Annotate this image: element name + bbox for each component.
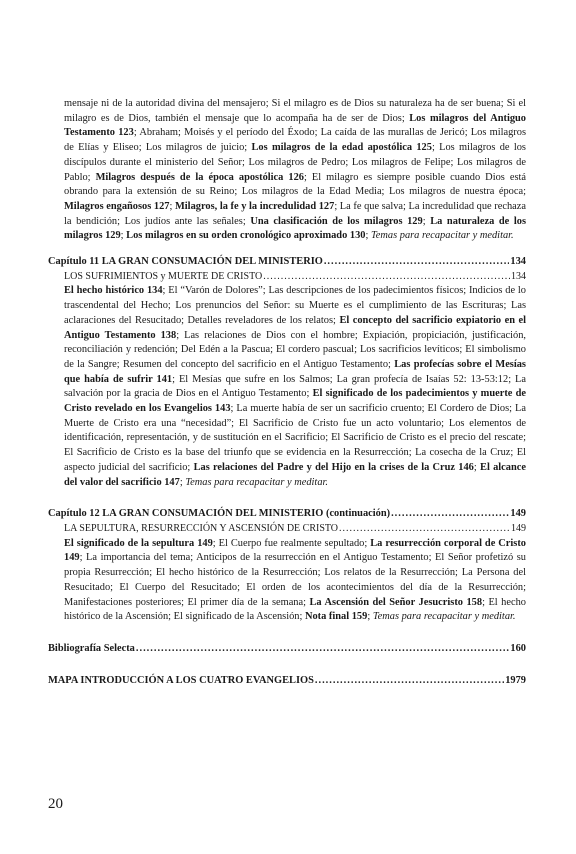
toc-entry-text: ;: [422, 215, 431, 227]
leader-dots: [315, 674, 504, 689]
chapter-11-subheading: [48, 270, 526, 285]
chapter-11-heading: [48, 255, 526, 270]
map-entry: [48, 674, 526, 689]
map-page: 1979: [505, 674, 526, 686]
toc-entry-text: ; La fe que salva; La incredulidad que rechaza la bendición; Los judíos ante las señales;: [64, 200, 526, 227]
leader-dots: [263, 270, 510, 285]
toc-entry-text: ; Las relaciones de Dios con el hombre; Expiación, propiciación, justificación, reconciliación y redención; Del Edén a la Pascua; El cordero pascual; Los sacrificios levíticos; El simbolismo de la Sangre; Resumen del concepto del sacrificio en el Antiguo Testamento;: [64, 329, 526, 370]
toc-entry-heading: Las profecías sobre el Mesías que había de sufrir 141: [64, 358, 526, 385]
toc-entry-heading: Milagros, la fe y la incredulidad 127: [174, 200, 335, 212]
toc-entry-text: ;: [179, 476, 186, 488]
toc-entry-heading: El concepto del sacrificio expiatorio en el Antiguo Testamento 138: [64, 314, 526, 341]
toc-entry-heading: Milagros después de la época apostólica 126: [95, 171, 304, 183]
toc-entry-text: ; Abraham; Moisés y el período del Éxodo; La caída de las murallas de Jericó; Los milagros de Elías y Eliseo; Los milagros de juicio;: [64, 127, 526, 154]
toc-entry-text: ;: [169, 200, 175, 212]
bibliography-title: Bibliografía Selecta: [48, 642, 135, 654]
page-number: 20: [48, 796, 63, 812]
chapter-12-page: 149: [510, 508, 526, 520]
toc-entry-heading: Milagros engañosos 127: [64, 200, 170, 212]
toc-entry-text: ; El milagro es siempre posible cuando Dios está obrando para la extensión de su Reino; Los milagros de la Edad Media; Los milagros de nuestra época;: [64, 171, 526, 198]
toc-entry-heading: El hecho histórico 134: [64, 285, 163, 297]
toc-entry-text: ; El hecho histórico de la Ascensión; El significado de la Ascensión;: [64, 596, 526, 623]
toc-closing-note: Temas para recapacitar y meditar.: [185, 476, 328, 488]
toc-entry-heading: Las relaciones del Padre y del Hijo en la crises de la Cruz 146: [193, 461, 474, 473]
toc-entry-text: ;: [365, 230, 371, 242]
miracles-section-continuation: [48, 97, 526, 244]
chapter-11-subpage: 134: [511, 270, 526, 282]
toc-closing-note: Temas para recapacitar y meditar.: [372, 611, 516, 623]
toc-entry-heading: El significado de la sepultura 149: [64, 537, 213, 549]
leader-dots: [339, 522, 510, 537]
toc-page: [48, 97, 526, 688]
toc-entry-text: ;: [473, 461, 481, 473]
toc-entry-heading: La resurrección corporal de Cristo 149: [64, 537, 526, 564]
leader-dots: [324, 255, 510, 270]
bibliography-entry: [48, 642, 526, 657]
chapter-12: [48, 507, 526, 625]
toc-entry-text: ;: [120, 230, 127, 242]
toc-closing-note: Temas para recapacitar y meditar.: [370, 230, 514, 242]
leader-dots: [136, 642, 510, 657]
toc-entry-heading: Los milagros del Antiguo Testamento 123: [64, 112, 526, 139]
toc-entry-heading: Los milagros de la edad apostólica 125: [251, 142, 432, 154]
bibliography-page: 160: [510, 642, 526, 654]
chapter-12-heading: [48, 507, 526, 522]
chapter-11: [48, 255, 526, 490]
toc-entry-heading: El significado de los padecimientos y muerte de Cristo revelado en los Evangelios 143: [64, 388, 526, 415]
leader-dots: [391, 507, 509, 522]
toc-entry-text: ;: [367, 611, 373, 623]
toc-entry-text: ; La importancia del tema; Anticipos de la resurrección en el Antiguo Testamento; El Señor profetizó su propia Resurrección; El hecho histórico de la Resurrección; Los relatos de la Resurrección; La Persona del Resucitado; El Cuerpo del Resucitado; El orden de los acontecimientos del día de la Resurrección; Manifestaciones posteriores; El primer día de la semana;: [64, 552, 526, 608]
toc-entry-text: mensaje ni de la autoridad divina del mensajero; Si el milagro es de Dios su naturaleza ha de ser buena; Si el milagro es de Dios, también el mensaje que lo acompaña ha de ser de Dios;: [64, 98, 526, 124]
toc-entry-text: ; Los milagros de los discípulos durante el ministerio del Señor; Los milagros de Pedro; Los milagros de Felipe; Los milagros de Pablo;: [64, 142, 526, 183]
chapter-12-subpage: 149: [511, 522, 526, 534]
chapter-12-subheading: [48, 522, 526, 537]
toc-entry-heading: La naturaleza de los milagros 129: [64, 215, 526, 242]
chapter-11-title: Capítulo 11 LA GRAN CONSUMACIÓN DEL MINISTERIO: [48, 256, 323, 268]
map-title: MAPA INTRODUCCIÓN A LOS CUATRO EVANGELIOS: [48, 674, 314, 686]
chapter-12-title: Capítulo 12 LA GRAN CONSUMACIÓN DEL MINISTERIO (continuación): [48, 508, 391, 520]
toc-entry-heading: Una clasificación de los milagros 129: [250, 215, 423, 227]
toc-entry-heading: Nota final 159: [304, 611, 368, 623]
chapter-12-subtitle: LA SEPULTURA, RESURRECCIÓN Y ASCENSIÓN DE CRISTO: [64, 522, 339, 534]
chapter-11-page: 134: [510, 256, 526, 268]
toc-entry-text: ; El “Varón de Dolores”; Las descripciones de los padecimientos físicos; Indicios de lo trascendental del Hecho; Los prenuncios del Señor: su Muerte es el cumplimiento de las Escrituras; Las aclaraciones del Resucitado; Detalles reveladores de los relatos;: [64, 285, 526, 326]
chapter-12-contents: [48, 537, 526, 625]
toc-entry-text: ; El Cuerpo fue realmente sepultado;: [212, 537, 371, 549]
chapter-11-contents: [48, 284, 526, 490]
toc-entry-text: ; El Mesías que sufre en los Salmos; La gran profecía de Isaías 52: 13-53:12; La salvación por la gracia de Dios en el Antiguo Testamento;: [64, 373, 527, 400]
toc-entry-heading: La Ascensión del Señor Jesucristo 158: [309, 596, 483, 608]
toc-entry-text: ; La muerte había de ser un sacrificio cruento; El Cordero de Dios; La Muerte de Cristo era una “necesidad”; El Sacrificio de Cristo fue un acto voluntario; Los elementos de identificación, representación, y de sustitución en el Sacrificio; El Sacrificio de Cristo es el precio del rescate; El Sacrificio de Cristo es la base del triunfo que se evidencia en la Resurrección; La cosecha de la Cruz; El aspecto judicial del sacrificio;: [64, 403, 526, 473]
chapter-11-subtitle: LOS SUFRIMIENTOS y MUERTE DE CRISTO: [64, 270, 263, 282]
toc-entry-heading: Los milagros en su orden cronológico aproximado 130: [126, 230, 366, 242]
toc-entry-heading: El alcance del valor del sacrificio 147: [64, 461, 526, 488]
